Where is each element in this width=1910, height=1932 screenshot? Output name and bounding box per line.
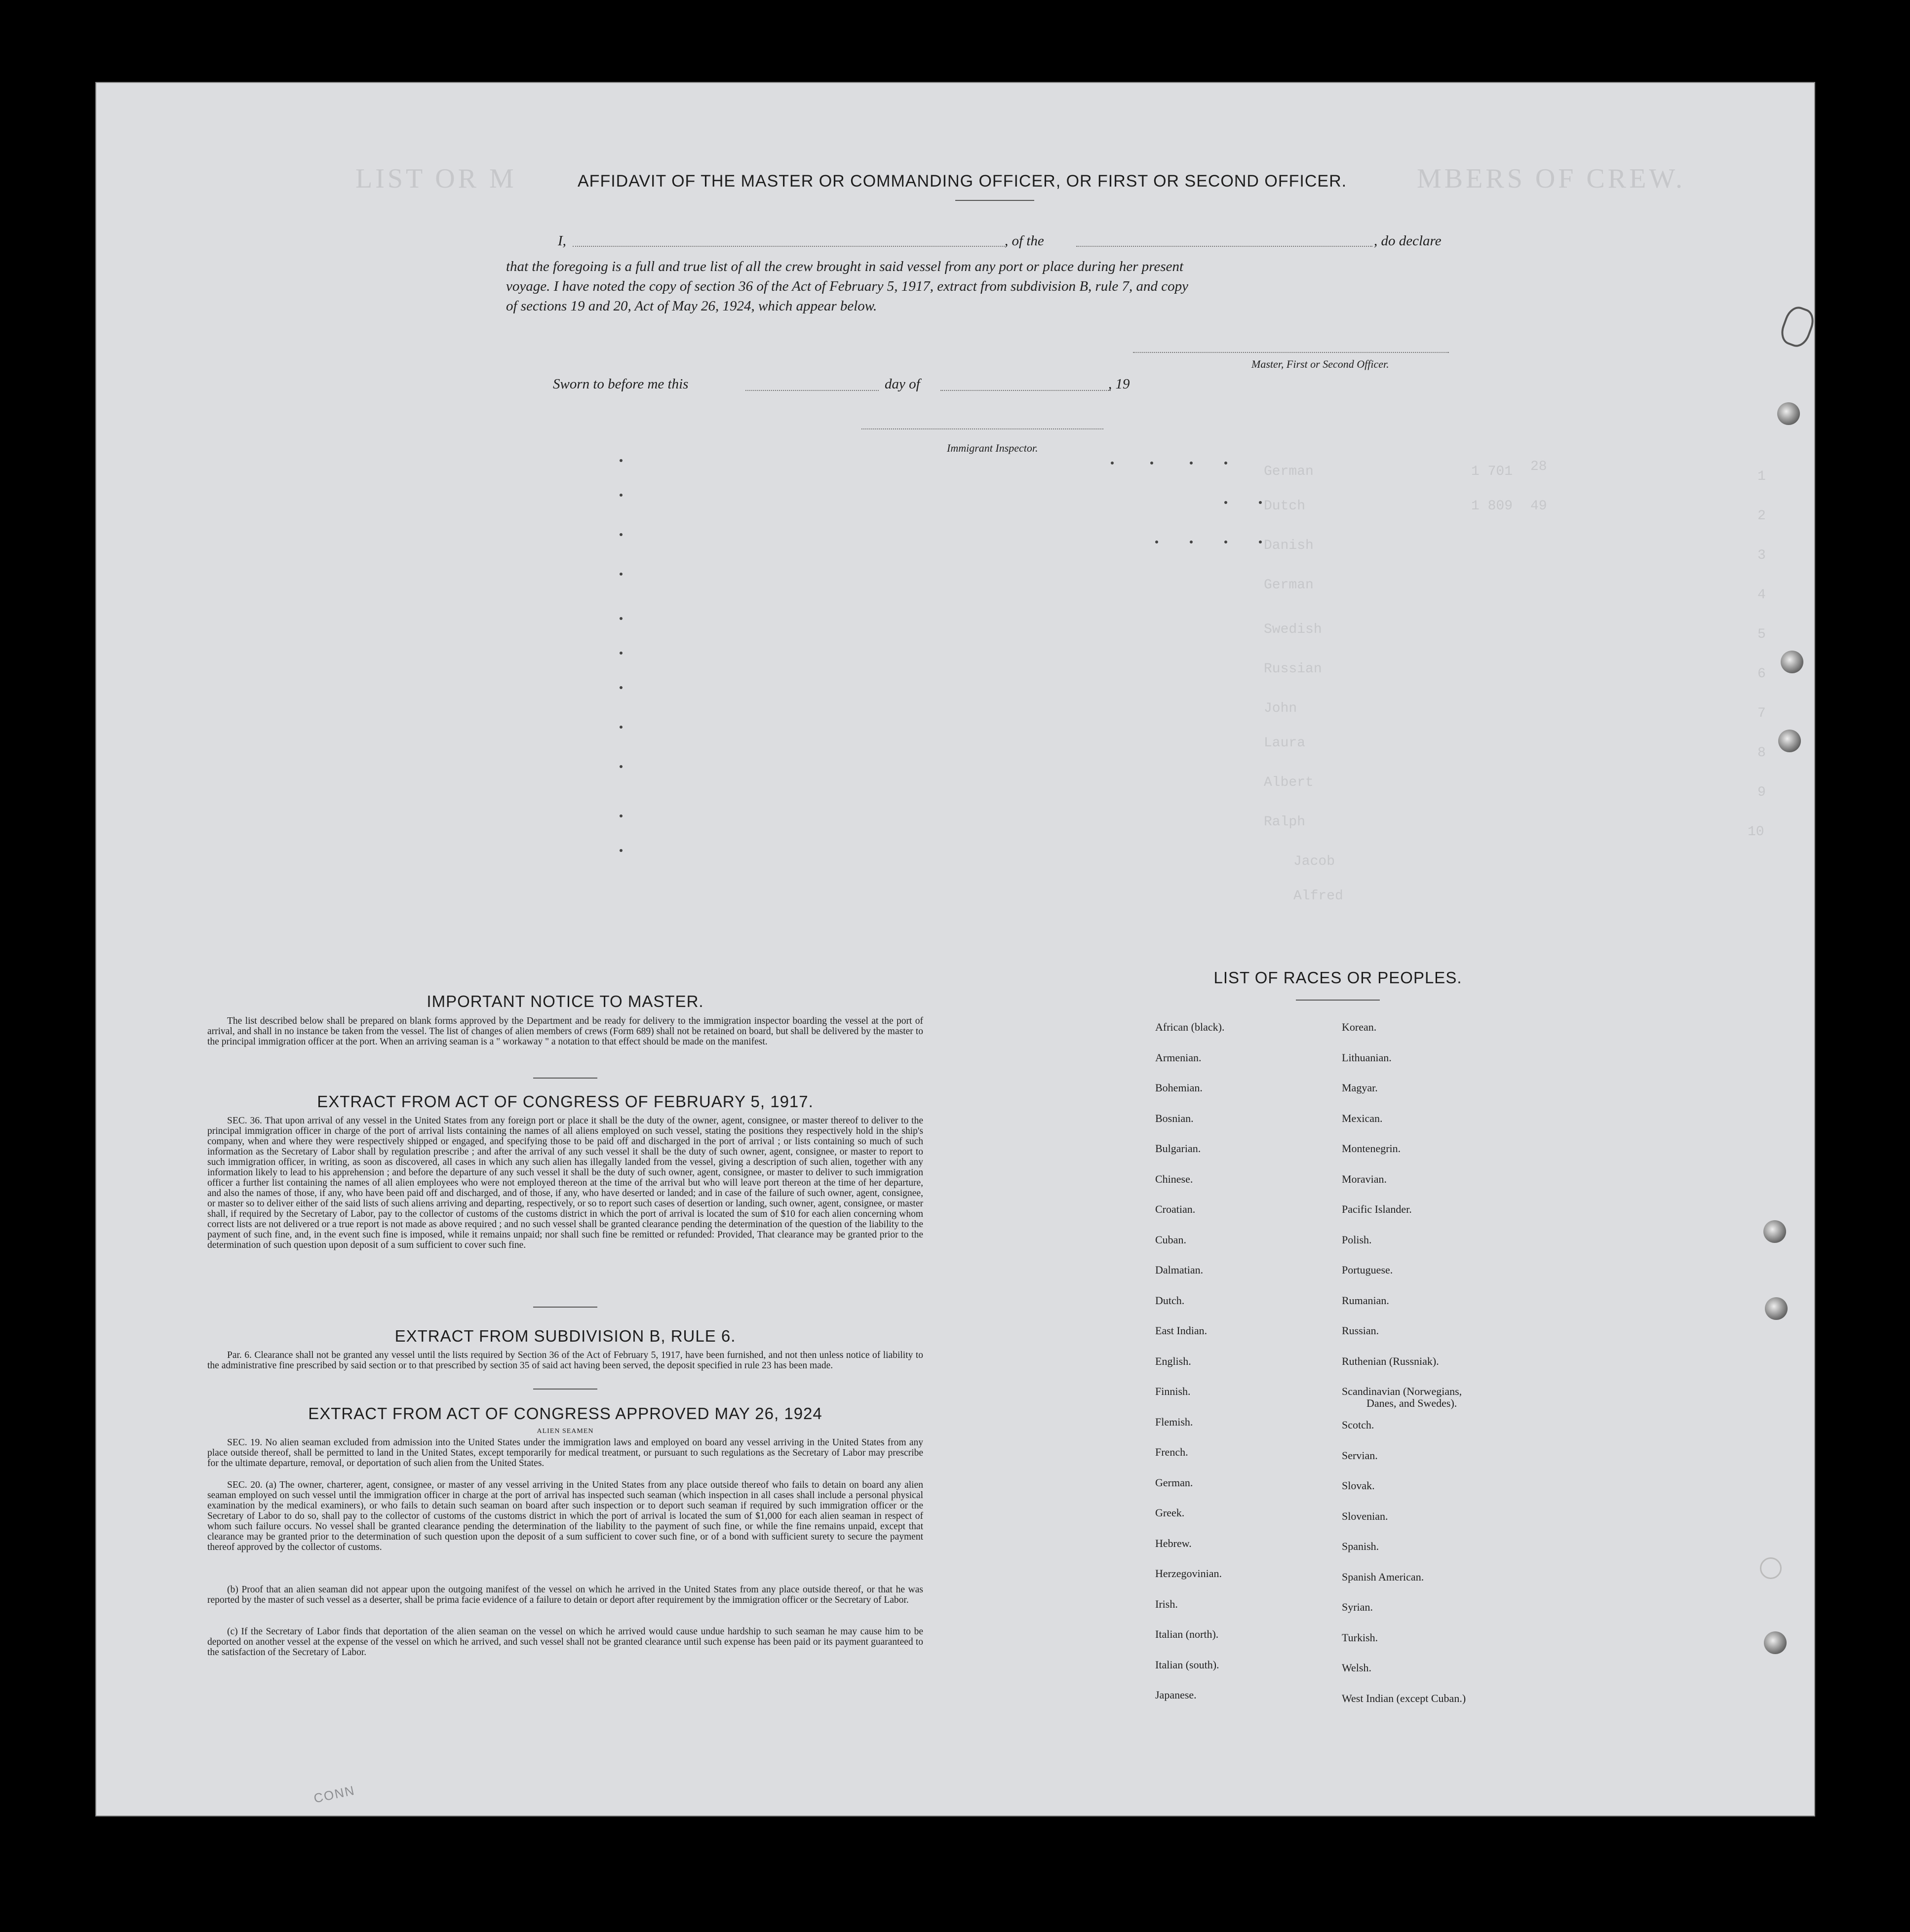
race-item: Magyar.: [1342, 1082, 1378, 1094]
day-of-label: day of: [885, 376, 920, 392]
bleed-through-col: 2: [1757, 508, 1766, 524]
race-item: Russian.: [1342, 1324, 1379, 1337]
bleed-through-heading-right: MBERS OF CREW.: [1417, 163, 1686, 194]
bleed-through-col: German: [1264, 464, 1314, 479]
extract-1924-sec20a: SEC. 20. (a) The owner, charterer, agent, consignee, or master of any vessel arriving in the United States from any place outside thereof who fails to detain on board any alien seaman employed on such vessel until the immigration officer in charge at the port of arrival has inspected such seaman (which inspection in all cases shall include a personal physical examination by the medical examiners), or who fails to detain such seaman on board after such inspection or to deport such seaman if required by such immigration officer or the Secretary of Labor to do so, shall pay to the collector of customs of the customs district in which the port of arrival is located the sum of $1,000 for each alien seaman in respect of whom such failure occurs. No vessel shall be granted clearance pending the determination of the liability to the payment of such fine, or while the fine remains unpaid, except that clearance may be granted prior to the determination of such question upon the deposit of a sum sufficient to cover such fine, or of a bond with sufficient surety to secure the payment thereof approved by the collector of customs.: [207, 1480, 923, 1552]
signature-line[interactable]: [1133, 352, 1449, 353]
punch-hole: [1777, 402, 1800, 425]
signer-label: Master, First or Second Officer.: [1251, 358, 1389, 370]
divider: [533, 1078, 597, 1079]
race-item: Flemish.: [1155, 1415, 1193, 1428]
mark-dot: [1190, 541, 1193, 543]
year-label: , 19: [1108, 376, 1130, 392]
mark-dot: [620, 533, 623, 536]
race-item: Ruthenian (Russniak).: [1342, 1354, 1439, 1367]
mark-dot: [620, 726, 623, 729]
mark-dot: [620, 494, 623, 497]
mark-dot: [1190, 462, 1193, 464]
extract-1924-sec20c: (c) If the Secretary of Labor finds that deportation of the alien seaman on the vessel on which he arrived would cause undue hardship to such seaman he may cause him to be deported on another vessel at the expense of the vessel on which he arrived, and such vessel shall not be granted clearance until such expense has been paid or its payment guaranteed to the satisfaction of the Secretary of Labor.: [207, 1626, 923, 1658]
race-item: Greek.: [1155, 1507, 1185, 1519]
bleed-through-col: 4: [1757, 587, 1766, 603]
mark-dot: [620, 814, 623, 817]
mark-dot: [1111, 462, 1114, 464]
race-item: Finnish.: [1155, 1385, 1191, 1397]
mark-dot: [620, 617, 623, 620]
race-item: Dutch.: [1155, 1294, 1185, 1307]
race-item: Polish.: [1342, 1233, 1372, 1246]
race-item: Bulgarian.: [1155, 1142, 1201, 1155]
bleed-through-col: 1: [1757, 469, 1766, 484]
race-item: Italian (south).: [1155, 1658, 1219, 1671]
race-item: Servian.: [1342, 1449, 1378, 1462]
name-field-line[interactable]: [573, 246, 1005, 247]
race-item: Rumanian.: [1342, 1294, 1389, 1307]
race-item: Scotch.: [1342, 1419, 1374, 1431]
extract-1917-body: SEC. 36. That upon arrival of any vessel in the United States from any foreign port or place it shall be the duty of the owner, agent, consignee, or master thereof to deliver to the principal immigration officer in charge of the port of arrival lists containing the names of all aliens employed on such vessel, stating the positions they respectively hold in the ship's company, when and where they were respectively shipped or engaged, and specifying those to be paid off and discharged in the port of arrival ; or lists containing so much of such information as the Secretary of Labor shall by regulation prescribe ; and after the arrival of any such vessel it shall be the duty of such owner, agent, consignee, or master to report to such immigration officer, in writing, as soon as discovered, all cases in which any such alien has illegally landed from the vessel, giving a description of such alien, together with any information likely to lead to his apprehension ; and before the departure of any such vessel it shall be the duty of such owner, agent, consignee, or master to deliver to such immigration officer a further list containing the names of all alien employees who were not employed thereon at the time of the arrival but who will leave port thereon at the time of her departure, and also the names of those, if any, who have been paid off and discharged, and of those, if any, who have deserted or landed; and in case of the failure of such owner, agent, consignee, or master so to deliver either of the said lists of such aliens arriving and departing, respectively, or so to report such cases of desertion or landing, such owner, agent, consignee, or master shall, if required by the Secretary of Labor, pay to the collector of customs of the customs district in which the port of arrival is located the sum of $10 for each alien concerning whom correct lists are not delivered or a true report is not made as above required ; and no such vessel shall be granted clearance pending the determination of the question of the liability to the payment of such fine, and, in the event such fine is imposed, while it remains unpaid; nor shall such fine be remitted or refunded: Provided, That clearance may be granted prior to the determination of such question upon deposit of a sum sufficient to cover such fine.: [207, 1116, 923, 1250]
punch-hole: [1781, 651, 1803, 673]
bleed-through-col: Swedish: [1264, 622, 1322, 637]
mark-dot: [1224, 541, 1227, 543]
bleed-through-col: Dutch: [1264, 499, 1306, 514]
affidavit-title: AFFIDAVIT OF THE MASTER OR COMMANDING OFFICER, OR FIRST OR SECOND OFFICER.: [578, 172, 1347, 191]
sworn-label: Sworn to before me this: [553, 376, 689, 392]
race-item: French.: [1155, 1446, 1188, 1458]
alien-seamen-subtitle: ALIEN SEAMEN: [537, 1428, 594, 1435]
race-item: Irish.: [1155, 1597, 1178, 1610]
race-item: Korean.: [1342, 1021, 1377, 1033]
bleed-through-col: 49: [1530, 499, 1547, 514]
race-item-scandinavian: [1342, 1385, 1466, 1419]
vessel-field-line[interactable]: [1076, 246, 1372, 247]
bleed-through-col: 9: [1757, 785, 1766, 800]
mark-dot: [620, 459, 623, 462]
sworn-month-line[interactable]: [940, 390, 1111, 391]
bleed-through-col: 28: [1530, 459, 1547, 474]
punch-hole: [1764, 1631, 1787, 1654]
races-title: LIST OF RACES OR PEOPLES.: [1213, 968, 1462, 987]
affidavit-i: I,: [558, 233, 566, 249]
affidavit-declare: , do declare: [1374, 233, 1442, 249]
punch-hole: [1778, 730, 1801, 752]
race-item: Chinese.: [1155, 1172, 1193, 1185]
race-item: Japanese.: [1155, 1689, 1197, 1701]
mark-dot: [620, 573, 623, 576]
race-item: Turkish.: [1342, 1631, 1378, 1644]
race-item: Pacific Islander.: [1342, 1203, 1412, 1215]
race-item: Bohemian.: [1155, 1082, 1203, 1094]
race-item: African (black).: [1155, 1021, 1225, 1033]
stamp-fragment: CONN: [312, 1782, 356, 1806]
race-item: Moravian.: [1342, 1172, 1387, 1185]
affidavit-statement-line2: voyage. I have noted the copy of section 36 of the Act of February 5, 1917, extract from subdivision B, rule 7, and copy: [506, 278, 1189, 294]
race-item: Herzegovinian.: [1155, 1567, 1222, 1580]
bleed-through-col: Danish: [1264, 538, 1314, 553]
race-item: Scandinavian (Norwegians,: [1342, 1385, 1462, 1397]
mark-dot: [1259, 541, 1262, 543]
bleed-through-col: 6: [1757, 666, 1766, 682]
race-item: Slovenian.: [1342, 1509, 1388, 1522]
subdivision-body: Par. 6. Clearance shall not be granted any vessel until the lists required by Section 36 of the Act of February 5, 1917, have been furnished, and not then unless notice of liability to the administrative fine prescribed by said section or to that prescribed by section 35 of said act having been served, the deposit specified in rule 23 has been made.: [207, 1350, 923, 1371]
race-item: Cuban.: [1155, 1233, 1186, 1246]
race-item: Croatian.: [1155, 1203, 1196, 1215]
race-item: Spanish American.: [1342, 1570, 1424, 1583]
bleed-through-col: 8: [1757, 745, 1766, 761]
bleed-through-col: 3: [1757, 548, 1766, 563]
race-item-continuation: Danes, and Swedes).: [1366, 1397, 1457, 1409]
affidavit-statement-line3: of sections 19 and 20, Act of May 26, 1924, which appear below.: [506, 298, 877, 314]
race-item: Bosnian.: [1155, 1112, 1194, 1124]
race-item: Slovak.: [1342, 1479, 1375, 1492]
bleed-through-col: 7: [1757, 706, 1766, 721]
divider: [533, 1307, 597, 1308]
bleed-through-col: 1 701: [1471, 464, 1513, 479]
mark-dot: [1150, 462, 1153, 464]
bleed-through-heading: LIST OR M: [355, 163, 517, 194]
bleed-through-col: German: [1264, 578, 1314, 593]
extract-1924-title: EXTRACT FROM ACT OF CONGRESS APPROVED MAY 26, 1924: [308, 1404, 822, 1423]
race-item: Italian (north).: [1155, 1628, 1219, 1640]
mark-dot: [1259, 501, 1262, 504]
race-item: Hebrew.: [1155, 1537, 1192, 1549]
extract-1917-title: EXTRACT FROM ACT OF CONGRESS OF FEBRUARY 5, 1917.: [317, 1092, 814, 1111]
bleed-through-col: Laura: [1264, 735, 1306, 751]
bleed-through-col: 1 809: [1471, 499, 1513, 514]
races-right-column: [1342, 1021, 1466, 1722]
extract-1924-sec20b: (b) Proof that an alien seaman did not appear upon the outgoing manifest of the vessel on which he arrived in the United States from any place outside thereof, or that he was reported by the master of such vessel as a deserter, shall be prima facie evidence of a failure to detain or deport after requirement by the immigration officer or the Secretary of Labor.: [207, 1584, 923, 1605]
race-item: Montenegrin.: [1342, 1142, 1401, 1155]
race-item: East Indian.: [1155, 1324, 1208, 1337]
race-item: Lithuanian.: [1342, 1051, 1392, 1064]
bleed-through-col: Jacob: [1293, 854, 1335, 869]
affidavit-statement-line1: that the foregoing is a full and true list of all the crew brought in said vessel from any port or place during her present: [506, 259, 1184, 274]
bleed-through-col: 5: [1757, 627, 1766, 642]
races-underline: [1296, 1000, 1380, 1001]
race-item: Dalmatian.: [1155, 1264, 1204, 1276]
extract-1924-sec19: SEC. 19. No alien seaman excluded from admission into the United States under the immigration laws and employed on board any vessel arriving in the United States from any place outside thereof, shall be permitted to land in the United States, except temporarily for medical treatment, or pursuant to such regulations as the Secretary of Labor may prescribe for the ultimate departure, removal, or deportation of such alien from the United States.: [207, 1437, 923, 1468]
mark-dot: [1155, 541, 1158, 543]
bleed-through-col: Russian: [1264, 661, 1322, 677]
bleed-through-col: Albert: [1264, 775, 1314, 790]
divider: [533, 1389, 597, 1390]
punch-hole-outline: [1760, 1557, 1782, 1579]
race-item: Spanish.: [1342, 1540, 1379, 1552]
race-item: Syrian.: [1342, 1601, 1373, 1613]
title-underline: [955, 200, 1034, 201]
punch-hole: [1763, 1220, 1786, 1243]
inspector-signature-line[interactable]: [861, 428, 1103, 429]
mark-dot: [620, 686, 623, 689]
notice-title: IMPORTANT NOTICE TO MASTER.: [427, 992, 704, 1010]
race-item: Welsh.: [1342, 1662, 1371, 1674]
bleed-through-col: 10: [1748, 824, 1764, 840]
race-item: German.: [1155, 1476, 1193, 1489]
bleed-through-col: John: [1264, 701, 1297, 716]
inspector-label: Immigrant Inspector.: [947, 442, 1038, 454]
race-item: Mexican.: [1342, 1112, 1383, 1124]
document-page: [96, 83, 1814, 1816]
affidavit-of-the: , of the: [1005, 233, 1044, 249]
bleed-through-col: Ralph: [1264, 814, 1306, 830]
sworn-day-line[interactable]: [745, 390, 879, 391]
punch-hole: [1765, 1297, 1788, 1320]
notice-body: The list described below shall be prepared on blank forms approved by the Department and be ready for delivery to the immigration inspector boarding the vessel at the port of arrival, and shall in no instance be taken from the vessel. The list of changes of alien members of crews (Form 689) shall not be retained on board, but shall be delivered by the master to the principal immigration officer at the port. When an arriving seaman is a " workaway " a notation to that effect should be made on the manifest.: [207, 1016, 923, 1047]
bleed-through-col: Alfred: [1293, 889, 1343, 904]
race-item: Armenian.: [1155, 1051, 1202, 1064]
mark-dot: [620, 652, 623, 655]
mark-dot: [1224, 501, 1227, 504]
mark-dot: [620, 765, 623, 768]
race-item: West Indian (except Cuban.): [1342, 1692, 1466, 1704]
subdivision-title: EXTRACT FROM SUBDIVISION B, RULE 6.: [394, 1327, 736, 1345]
races-left-column: [1155, 1021, 1224, 1719]
race-item: English.: [1155, 1354, 1191, 1367]
race-item: Portuguese.: [1342, 1264, 1393, 1276]
mark-dot: [620, 849, 623, 852]
mark-dot: [1224, 462, 1227, 464]
